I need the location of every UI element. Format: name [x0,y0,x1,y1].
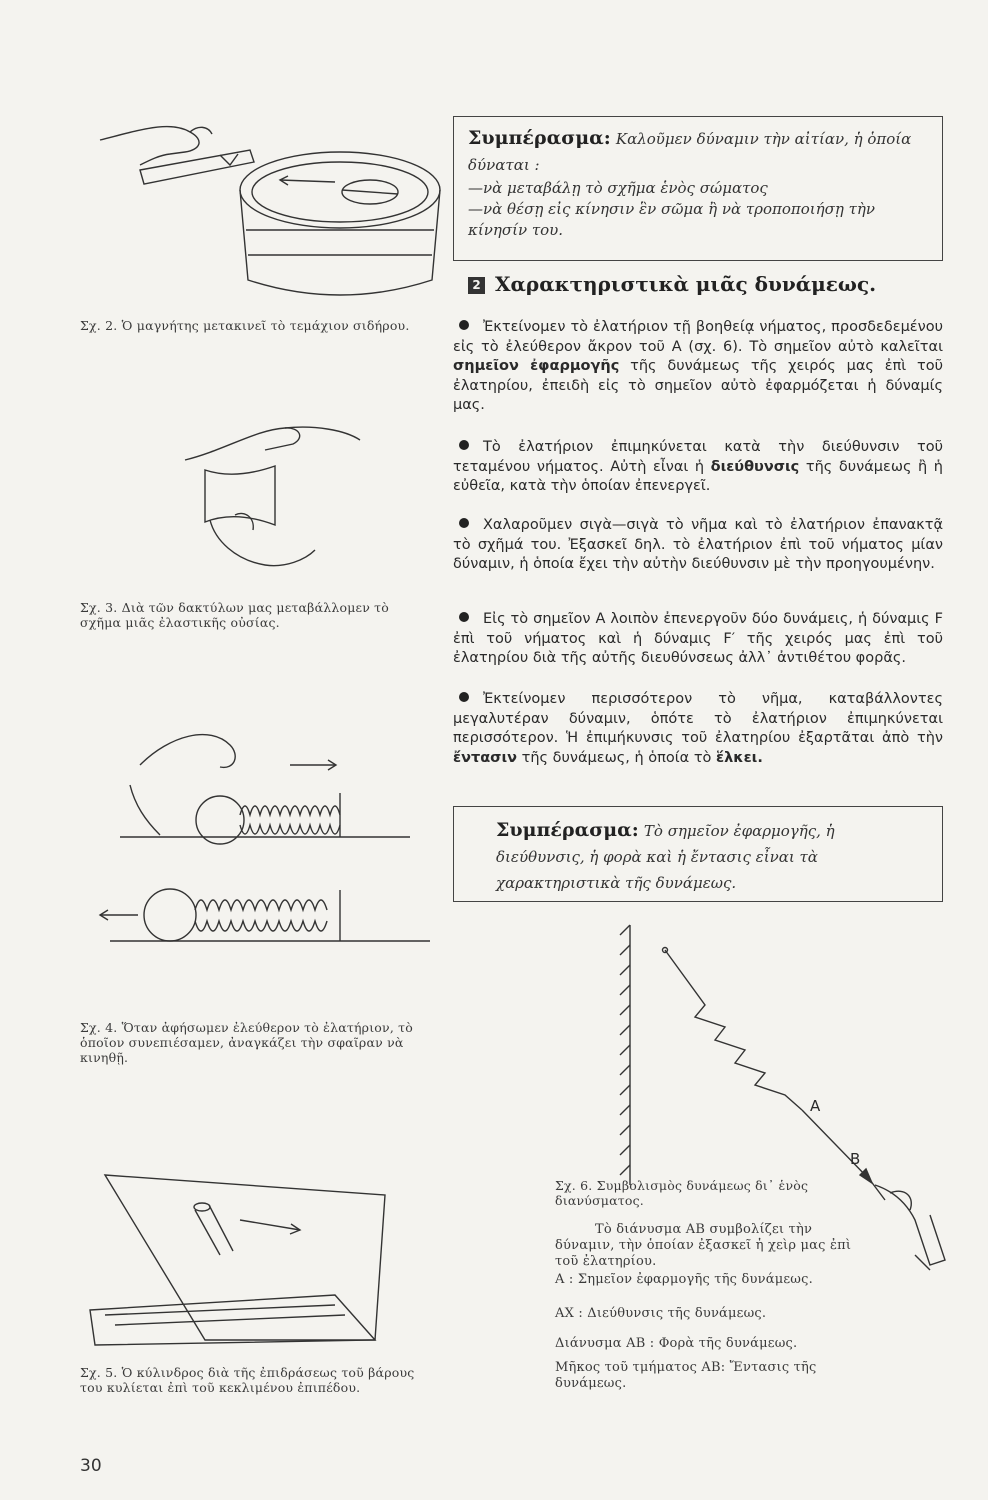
p5-bold-term: ἔντασιν [453,749,517,766]
paragraph-5 [453,690,943,768]
p2-text-a: Τὸ ἐλατήριον ἐπιμηκύνεται κατὰ τὴν διεύθυνσιν τοῦ τεταμένου νήματος. Αὐτὴ εἶναι ἡ [453,439,943,475]
p5-text-c: τῆς δυνάμεως, ἡ ὁποία τὸ [516,749,717,766]
section-heading [468,272,876,296]
p2-text-c: τῆς δυνάμεως ἢ ἡ εὐθεῖα, κατὰ τὴν ὁποίαν ἐπενεργεῖ. [453,458,943,494]
p3-text: Χαλαροῦμεν σιγὰ—σιγὰ τὸ νῆμα καὶ τὸ ἐλατήριον ἐπανακτᾷ τὸ σχῆμά του. Ἐξασκεῖ δηλ. τὸ ἐλατήριον ἐπὶ τοῦ νήματος μίαν δύναμιν, ἡ ὁποία ἔχει τὴν αὐτὴν διεύθυνσιν μὲ τὴν προηγουμένην. [453,517,943,572]
fig5-incline-illustration [85,1165,430,1350]
fig6-caption: Σχ. 6. Συμβολισμὸς δυνάμεως δι᾽ ἑνὸς διανύσματος. [555,1178,809,1208]
section-title: Χαρακτηριστικὰ μιᾶς δυνάμεως. [495,272,877,296]
conclusion-2-title: Συμπέρασμα: [496,819,639,841]
fig6-note-5: Μῆκος τοῦ τμήματος AB: Ἔντασις τῆς δυνάμεως. [555,1360,817,1391]
conclusion-1-line-1: —νὰ μεταβάλῃ τὸ σχῆμα ἑνὸς σώματος [468,179,768,197]
fig5-caption: Σχ. 5. Ὁ κύλινδρος διὰ τῆς ἐπιδράσεως τοῦ βάρους του κυλίεται ἐπὶ τοῦ κεκλιμένου ἐπιπέδου. [80,1365,415,1395]
fig6-note-2: Α : Σημεῖον ἐφαρμογῆς τῆς δυνάμεως. [555,1272,813,1287]
paragraph-1 [453,318,943,416]
p4-text: Εἰς τὸ σημεῖον Α λοιπὸν ἐπενεργοῦν δύο δυνάμεις, ἡ δύναμις F ἐπὶ τοῦ νήματος καὶ ἡ δύναμις F′ τῆς χειρός μας ἐπὶ τοῦ ἐλατηρίου διὰ τῆς αὐτῆς διευθύνσεως ἀλλ᾽ ἀντιθέτου φορᾶς. [453,611,943,666]
fig3-elastic-illustration [175,410,365,570]
paragraph-3 [453,516,943,575]
bullet-icon [459,612,469,622]
fig4-spring-illustration [90,725,435,965]
fig4-caption: Σχ. 4. Ὅταν ἀφήσωμεν ἐλεύθερον τὸ ἐλατήριον, τὸ ὁποῖον συνεπιέσαμεν, ἀναγκάζει τὴν σφαῖραν νὰ κινηθῇ. [80,1020,414,1065]
fig2-caption: Σχ. 2. Ὁ μαγνήτης μετακινεῖ τὸ τεμάχιον σιδήρου. [80,318,410,333]
p2-bold-term: διεύθυνσις [710,458,800,475]
conclusion-1-line-2: —νὰ θέσῃ εἰς κίνησιν ἓν σῶμα ἢ νὰ τροποποιήσῃ τὴν κίνησίν του. [468,200,876,239]
page-number: 30 [80,1456,102,1476]
conclusion-2-text: Τὸ σημεῖον ἐφαρμογῆς, ἡ διεύθυνσις, ἡ φορὰ καὶ ἡ ἔντασις εἶναι τὰ χαρακτηριστικὰ τῆς δυνάμεως. [496,822,835,892]
conclusion-1-lead: Καλοῦμεν δύναμιν τὴν αἰτίαν, ἡ ὁποία δύναται : [468,130,912,174]
conclusion-box-1 [453,116,943,261]
section-number: 2 [468,277,485,294]
p5-text-a: Ἐκτείνομεν περισσότερον τὸ νῆμα, καταβάλλοντες μεγαλυτέραν δύναμιν, ὁπότε τὸ ἐλατήριον ἐπιμηκύνεται περισσότερον. Ἡ ἐπιμήκυνσις τοῦ ἐλατηρίου ἐξαρτᾶται ἀπὸ τὴν [453,691,943,746]
fig2-magnet-illustration [80,110,440,310]
bullet-icon [459,692,469,702]
bullet-icon [459,440,469,450]
conclusion-box-2 [453,806,943,902]
fig6-note-4: Διάνυσμα AB : Φορὰ τῆς δυνάμεως. [555,1336,798,1351]
fig3-caption: Σχ. 3. Διὰ τῶν δακτύλων μας μεταβάλλομεν τὸ σχῆμα μιᾶς ἐλαστικῆς οὐσίας. [80,600,390,630]
paragraph-2 [453,438,943,497]
fig6-label-a: A [810,1097,821,1115]
fig6-label-b: B [850,1150,861,1168]
p5-bold-term-2: ἕλκει. [716,749,763,766]
bullet-icon [459,518,469,528]
fig6-note-1: Τὸ διάνυσμα AB συμβολίζει τὴν δύναμιν, τὴν ὁποίαν ἐξασκεῖ ἡ χεὶρ μας ἐπὶ τοῦ ἐλατηρίου. [555,1222,852,1269]
paragraph-4 [453,610,943,669]
p1-text-a: Ἐκτείνομεν τὸ ἐλατήριον τῇ βοηθείᾳ νήματος, προσδεδεμένου εἰς τὸ ἐλεύθερον ἄκρον τοῦ Α (σχ. 6). Τὸ σημεῖον αὐτὸ καλεῖται [453,319,943,355]
p1-text-c: τῆς δυνάμεως τῆς χειρός μας ἐπὶ τοῦ ἐλατηρίου, ἐπειδὴ εἰς τὸ σημεῖον αὐτὸ ἐφαρμόζεται ἡ δύναμίς μας. [453,358,943,413]
p1-bold-term: σημεῖον ἐφαρμογῆς [453,358,620,374]
fig6-note-3: ΑΧ : Διεύθυνσις τῆς δυνάμεως. [555,1306,767,1321]
conclusion-1-title: Συμπέρασμα: [468,127,611,149]
bullet-icon [459,320,469,330]
